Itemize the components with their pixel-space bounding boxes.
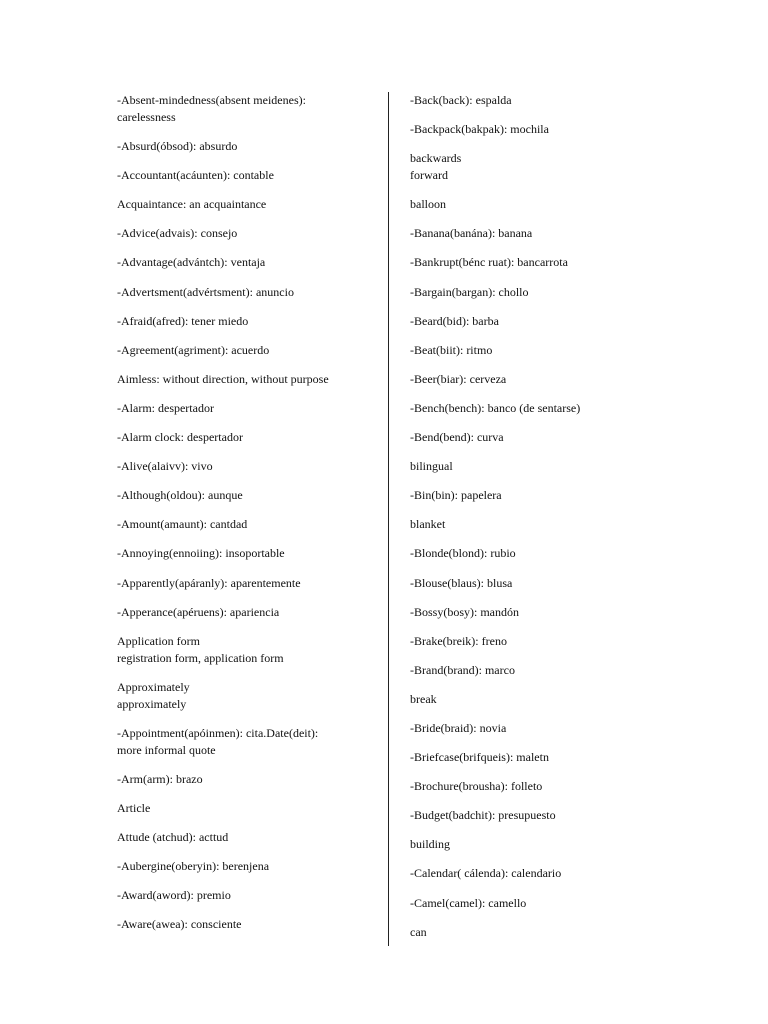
vocab-entry: Acquaintance: an acquaintance bbox=[117, 197, 267, 212]
vocab-entry: -Alarm clock: despertador bbox=[117, 430, 243, 445]
vocab-entry: balloon bbox=[410, 197, 446, 212]
vocab-entry: -Bargain(bargan): chollo bbox=[410, 284, 529, 299]
vocab-entry: -Although(oldou): aunque bbox=[117, 488, 243, 503]
vocab-entry: -Banana(banána): banana bbox=[410, 226, 533, 241]
vocab-entry: -Agreement(agriment): acuerdo bbox=[117, 342, 270, 357]
vocab-entry: -Aware(awea): consciente bbox=[117, 917, 242, 932]
vocab-entry: -Brand(brand): marco bbox=[410, 662, 515, 677]
vocab-entry: -Blonde(blond): rubio bbox=[410, 546, 516, 561]
vocab-entry: -Bend(bend): curva bbox=[410, 430, 504, 445]
vocab-entry: bilingual bbox=[410, 459, 453, 474]
vocab-entry: -Bride(braid): novia bbox=[410, 720, 507, 735]
vocab-entry: -Beer(biar): cerveza bbox=[410, 371, 507, 386]
vocab-entry: -Budget(badchit): presupuesto bbox=[410, 808, 556, 823]
vocab-entry: -Advertsment(advértsment): anuncio bbox=[117, 284, 294, 299]
vocab-entry: building bbox=[410, 837, 451, 852]
vocab-entry: -Alive(alaivv): vivo bbox=[117, 459, 213, 474]
vocab-entry: -Aubergine(oberyin): berenjena bbox=[117, 859, 270, 874]
vocab-entry: -Apperance(apéruens): apariencia bbox=[117, 604, 280, 619]
vocab-entry: Attude (atchud): acttud bbox=[117, 830, 229, 845]
vocab-entry: -Advantage(advántch): ventaja bbox=[117, 255, 266, 270]
vocab-entry: -Bench(bench): banco (de sentarse) bbox=[410, 400, 581, 415]
vocab-entry: can bbox=[410, 924, 427, 939]
vocab-entry: -Accountant(acáunten): contable bbox=[117, 168, 274, 183]
vocab-entry: -Beat(biit): ritmo bbox=[410, 342, 493, 357]
vocab-entry: -Alarm: despertador bbox=[117, 400, 214, 415]
vocab-entry: -Appointment(apóinmen): cita.Date(deit): more informal quote bbox=[117, 725, 319, 757]
vocab-entry: -Brochure(brousha): folleto bbox=[410, 779, 543, 794]
vocab-entry: -Briefcase(brifqueis): maletn bbox=[410, 750, 549, 765]
vocab-entry: -Amount(amaunt): cantdad bbox=[117, 517, 248, 532]
vocab-entry: break bbox=[410, 691, 437, 706]
vocab-entry: -Calendar( cálenda): calendario bbox=[410, 866, 562, 881]
vocab-entry: -Apparently(apáranly): aparentemente bbox=[117, 575, 301, 590]
vocab-entry: backwards forward bbox=[410, 151, 462, 183]
vocab-entry: -Back(back): espalda bbox=[410, 93, 512, 107]
vocab-entry: -Backpack(bakpak): mochila bbox=[410, 122, 549, 137]
vocab-entry: blanket bbox=[410, 517, 446, 532]
vocab-entry: Approximately approximately bbox=[117, 679, 190, 711]
vocab-entry: -Afraid(afred): tener miedo bbox=[117, 313, 249, 328]
vocab-entry: Application form registration form, application form bbox=[117, 633, 284, 665]
vocab-entry: -Arm(arm): brazo bbox=[117, 771, 203, 786]
vocab-entry: -Bankrupt(bénc ruat): bancarrota bbox=[410, 255, 568, 270]
vocab-entry: -Blouse(blaus): blusa bbox=[410, 575, 513, 590]
vocab-entry: Article bbox=[117, 801, 151, 816]
left-column bbox=[117, 92, 379, 946]
vocab-entry: -Brake(breik): freno bbox=[410, 633, 507, 648]
vocab-entry: -Award(aword): premio bbox=[117, 888, 231, 903]
vocab-entry: -Annoying(ennoiing): insoportable bbox=[117, 546, 285, 561]
vocab-entry: Aimless: without direction, without purpose bbox=[117, 371, 329, 386]
column-divider bbox=[388, 92, 389, 946]
vocab-entry: -Bossy(bosy): mandón bbox=[410, 604, 519, 619]
right-column bbox=[410, 92, 740, 953]
vocab-entry: -Bin(bin): papelera bbox=[410, 488, 502, 503]
vocab-entry: -Absent-mindedness(absent meidenes): carelessness bbox=[117, 93, 306, 124]
vocab-entry: -Beard(bid): barba bbox=[410, 313, 499, 328]
vocab-entry: -Absurd(óbsod): absurdo bbox=[117, 139, 238, 154]
vocab-entry: -Advice(advais): consejo bbox=[117, 226, 238, 241]
vocab-entry: -Camel(camel): camello bbox=[410, 895, 527, 910]
